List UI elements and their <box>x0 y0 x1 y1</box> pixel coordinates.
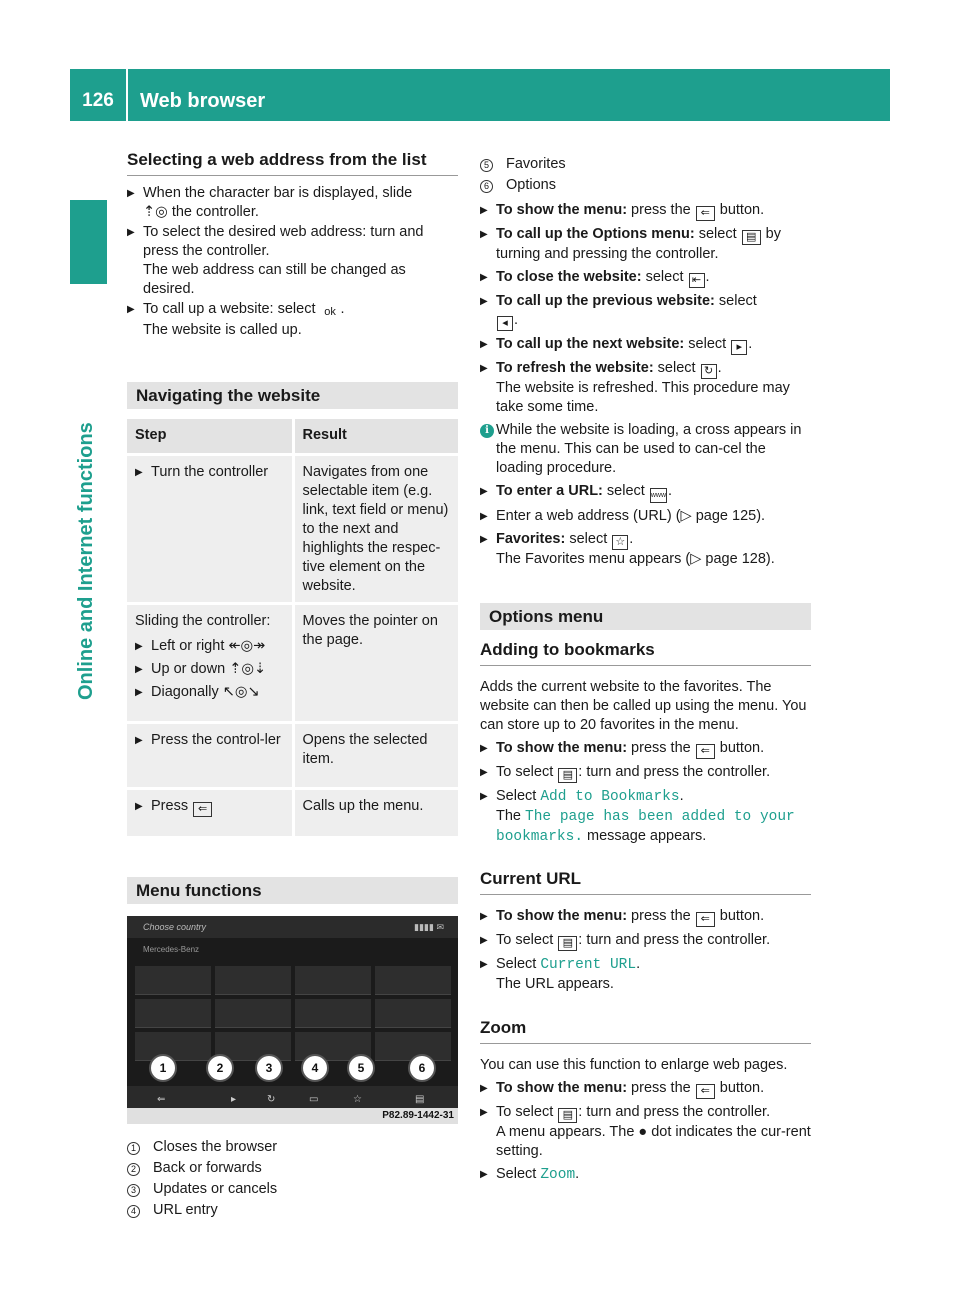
back-key-icon: ⇐ <box>696 744 715 759</box>
back-key-icon: ⇐ <box>696 206 715 221</box>
zoom-intro: You can use this function to enlarge web pages. <box>480 1057 788 1073</box>
controller-up-down-icon: ⇡◎⇣ <box>229 660 267 677</box>
subsection-title-bookmarks: Adding to bookmarks <box>480 640 811 666</box>
legend-item: 4 URL entry <box>127 1201 458 1220</box>
step-item: ▶ To call up the Options menu: select ▤ by turning and pressing the controller. <box>480 226 781 262</box>
legend-item: 6 Options <box>480 176 811 195</box>
options-key-icon: ▤ <box>558 936 577 951</box>
arrow-icon: ▶ <box>480 205 488 216</box>
step-item: ▶ To select ▤ : turn and press the controller. <box>480 932 771 949</box>
arrow-icon: ▶ <box>480 272 488 283</box>
back-key-icon: ⇐ <box>193 802 212 817</box>
table-row: ▶ Turn the controller Navigates from one selectable item (e.g. link, text field or menu) to the next and highlights the respec-tive element on the website. <box>127 454 458 603</box>
page-header <box>70 69 890 121</box>
table-row: ▶ Press the control-ler Opens the selected item. <box>127 722 458 788</box>
refresh-key-icon: ↻ <box>701 364 717 379</box>
screenshot-topbar: Choose country ▮▮▮▮ ✉ <box>127 916 458 938</box>
step-item: ▶ To enter a URL: select www . <box>480 482 811 503</box>
legend-item: 2 Back or forwards <box>127 1159 458 1178</box>
sidebar-tab-marker <box>70 200 107 284</box>
step-item: ▶ Favorites: select ☆ . The Favorites menu appears (▷ page 128). <box>480 531 775 567</box>
step-item: ▶ To show the menu: press the ⇐ button. <box>480 202 765 219</box>
arrow-icon: ▶ <box>480 339 488 350</box>
arrow-icon: ▶ <box>480 486 488 497</box>
page-title: Web browser <box>140 90 266 112</box>
info-icon: i <box>480 424 494 438</box>
arrow-icon: ▶ <box>480 743 488 754</box>
step-item: ▶ Enter a web address (URL) (▷ page 125). <box>480 508 766 524</box>
browser-screenshot <box>127 916 458 1124</box>
step-item: ▶ Select Current URL. The URL appears. <box>480 956 641 992</box>
table-header-result: Result <box>293 419 458 454</box>
arrow-icon: ▶ <box>480 767 488 778</box>
arrow-icon: ▶ <box>480 1107 488 1118</box>
header-divider <box>126 69 128 121</box>
step-item: ▶ To show the menu: press the ⇐ button. <box>480 740 765 757</box>
arrow-icon: ▶ <box>480 534 488 545</box>
arrow-icon: ▶ <box>127 188 135 199</box>
refresh-icon: ↻ <box>267 1093 276 1105</box>
options-icon: ▤ <box>415 1093 425 1105</box>
step-item: ▶ When the character bar is displayed, slide ⇡◎ the controller. <box>127 185 413 220</box>
arrow-icon: ▶ <box>480 363 488 374</box>
previous-key-icon: ◂ <box>497 316 513 331</box>
options-key-icon: ▤ <box>558 1108 577 1123</box>
step-item: ▶ To show the menu: press the ⇐ button. <box>480 1080 765 1097</box>
menu-item-add-to-bookmarks: Add to Bookmarks <box>540 789 680 805</box>
table-cell: Navigates from one selectable item (e.g. link, text field or menu) to the next and highlights the respec-tive element on the website. <box>293 454 458 603</box>
arrow-icon: ▶ <box>127 304 135 315</box>
callout-4: 4 <box>301 1054 329 1082</box>
arrow-icon: ▶ <box>480 911 488 922</box>
message-bookmark-added: The page has been added to your bookmarks. <box>496 809 795 845</box>
arrow-icon: ▶ <box>135 466 143 478</box>
subsection-title-zoom: Zoom <box>480 1018 811 1044</box>
arrow-icon: ▶ <box>480 935 488 946</box>
arrow-icon: ▶ <box>135 734 143 746</box>
page-number: 126 <box>82 90 114 111</box>
legend-item: 3 Updates or cancels <box>127 1180 458 1199</box>
menu-item-current-url: Current URL <box>540 957 637 973</box>
step-item: ▶ To show the menu: press the ⇐ button. <box>480 908 765 925</box>
table-row: ▶ Press ⇐ Calls up the menu. <box>127 788 458 837</box>
right-column <box>480 155 811 1189</box>
url-icon: ▭ <box>309 1093 319 1105</box>
arrow-icon: ▶ <box>480 1169 488 1180</box>
callout-5: 5 <box>347 1054 375 1082</box>
next-key-icon: ▸ <box>731 340 747 355</box>
controller-diagonal-icon: ↖◎↘ <box>222 683 260 700</box>
section-bar-menu-functions: Menu functions <box>127 877 458 904</box>
arrow-icon: ▶ <box>480 229 488 240</box>
table-row: Sliding the controller: ▶ Left or right ↞◎↠ ▶ Up or down ⇡◎⇣ ▶ Diagonally ↖◎↘ Moves the pointer on the page. <box>127 603 458 722</box>
options-key-icon: ▤ <box>558 768 577 783</box>
back-key-icon: ⇐ <box>696 1084 715 1099</box>
callout-1: 1 <box>149 1054 177 1082</box>
table-cell: Calls up the menu. <box>293 788 458 837</box>
menu-item-zoom: Zoom <box>540 1167 576 1183</box>
section-bar-options-menu: Options menu <box>480 603 811 630</box>
arrow-icon: ▶ <box>480 511 488 522</box>
legend-item: 1 Closes the browser <box>127 1138 458 1157</box>
arrow-icon: ▶ <box>135 640 143 652</box>
sidebar-chapter <box>70 300 107 700</box>
favorites-key-icon: ☆ <box>612 535 628 550</box>
arrow-icon: ▶ <box>127 227 135 238</box>
options-key-icon: ▤ <box>742 230 761 245</box>
step-item: ▶ To select ▤ : turn and press the controller. A menu appears. The ● dot indicates the cur-rent setting. <box>480 1104 811 1159</box>
left-column <box>127 150 458 1222</box>
arrow-icon: ▶ <box>135 686 143 698</box>
arrow-icon: ▶ <box>480 959 488 970</box>
step-item: ▶ To select the desired web address: turn and press the controller. The web address can still be changed as desired. <box>127 224 424 297</box>
step-item: ▶ To refresh the website: select ↻ . The website is refreshed. This procedure may take some time. <box>480 360 790 415</box>
step-item: ▶ To call up the next website: select ▸ . <box>480 336 753 353</box>
navigation-table <box>127 419 458 839</box>
step-item: ▶ To call up a website: select ok . The website is called up. <box>127 301 345 338</box>
signal-icon: ▮▮▮▮ ✉ <box>414 921 444 932</box>
url-key-icon: www <box>650 488 667 503</box>
arrow-icon: ▶ <box>480 791 488 802</box>
sidebar-chapter-label: Online and Internet functions <box>75 422 97 700</box>
section-bar-navigating: Navigating the website <box>127 382 458 409</box>
arrow-icon: ▶ <box>135 800 143 812</box>
forward-icon: ▸ <box>231 1093 237 1105</box>
screenshot-subtitle: Mercedes-Benz <box>143 944 200 954</box>
callout-3: 3 <box>255 1054 283 1082</box>
callout-6: 6 <box>408 1054 436 1082</box>
table-cell: Opens the selected item. <box>293 722 458 788</box>
ok-key-icon: ok <box>324 306 336 318</box>
step-item: ▶ Select Zoom. <box>480 1166 580 1183</box>
legend-item: 5 Favorites <box>480 155 811 174</box>
arrow-icon: ▶ <box>135 663 143 675</box>
step-item: ▶ To call up the previous website: select ◂ . <box>480 293 757 329</box>
callout-bubbles <box>127 1054 458 1090</box>
table-header-step: Step <box>127 419 293 454</box>
step-item: ▶ To select ▤ : turn and press the controller. <box>480 764 771 781</box>
back-icon: ⇐ <box>157 1093 166 1105</box>
subsection-title-current-url: Current URL <box>480 869 811 895</box>
close-key-icon: ⇤ <box>689 273 705 288</box>
bookmarks-intro: Adds the current website to the favorites. The website can then be called up using the menu. You can store up to 20 favorites in the menu. <box>480 679 807 733</box>
controller-slide-icon: ⇡◎ <box>143 204 168 220</box>
favorites-icon: ☆ <box>353 1093 362 1105</box>
arrow-icon: ▶ <box>480 1083 488 1094</box>
arrow-icon: ▶ <box>480 296 488 307</box>
step-item: ▶ Select Add to Bookmarks. The The page has been added to your bookmarks. message appears. <box>480 788 795 845</box>
section-title-select-address: Selecting a web address from the list <box>127 150 458 176</box>
table-cell: Moves the pointer on the page. <box>293 603 458 722</box>
back-key-icon: ⇐ <box>696 912 715 927</box>
image-reference: P82.89-1442-31 <box>127 1108 458 1124</box>
legend-list <box>127 1138 458 1220</box>
screenshot-grid <box>135 966 451 1061</box>
step-item: ▶ To close the website: select ⇤ . <box>480 269 710 286</box>
controller-left-right-icon: ↞◎↠ <box>228 637 266 654</box>
info-note: i While the website is loading, a cross appears in the menu. This can be used to can-cel the loading procedure. <box>480 421 811 478</box>
callout-2: 2 <box>206 1054 234 1082</box>
